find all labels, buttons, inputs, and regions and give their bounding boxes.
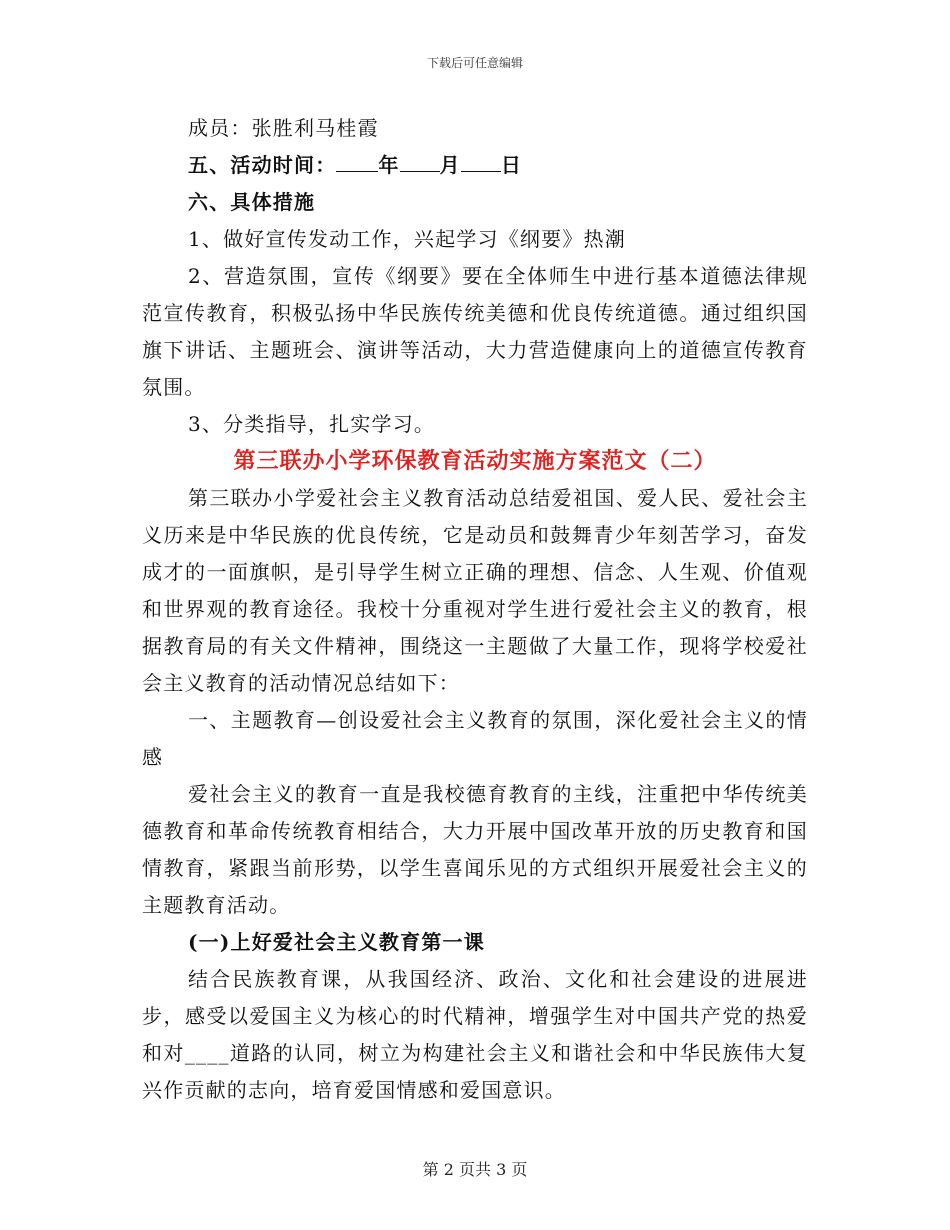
paragraph-intro: 第三联办小学爱社会主义教育活动总结爱祖国、爱人民、爱社会主义历来是中华民族的优良传统，它是动员和鼓舞青少年刻苦学习，奋发成才的一面旗帜，是引导学生树立正确的理想、信念、人生观、价值观和世界观的教育途径。我校十分重视对学生进行爱社会主义的教育，根据教育局的有关文件精神，围绕这一主题做了大量工作，现将学校爱社会主义教育的活动情况总结如下： (142, 486, 808, 695)
activity-time-line (142, 147, 808, 184)
paragraph-2: 爱社会主义的教育一直是我校德育教育的主线，注重把中华传统美德教育和革命传统教育相结合，大力开展中国改革开放的历史教育和国情教育，紧跟当前形势，以学生喜闻乐见的方式组织开展爱社会主义的主题教育活动。 (142, 782, 808, 917)
section-heading-1: 一、主题教育—创设爱社会主义教育的氛围，深化爱社会主义的情感 (142, 708, 808, 769)
month-blank (400, 149, 440, 172)
members-line: 成员：张胜利马桂霞 (188, 116, 379, 140)
page-header: 下载后可任意编辑 (426, 56, 523, 70)
month-label: 月 (439, 153, 461, 177)
section-heading-measures: 六、具体措施 (188, 190, 316, 214)
measure-item-1: 1、做好宣传发动工作，兴起学习《纲要》热潮 (188, 227, 626, 251)
day-label: 日 (500, 153, 523, 177)
paragraph-3-part-b: 道路的认同，树立为构建社会主义和谐社会和中华民族伟大复兴作贡献的志向，培育爱国情感和爱国意识。 (142, 1041, 808, 1102)
year-blank (336, 149, 378, 172)
measure-item-2: 2、营造氛围，宣传《纲要》要在全体师生中进行基本道德法律规范宣传教育，积极弘扬中华民族传统美德和优良传统道德。通过组织国旗下讲话、主题班会、演讲等活动，大力营造健康向上的道德宣传教育氛围。 (142, 264, 808, 399)
day-blank (461, 149, 501, 172)
page-footer: 第 2 页共 3 页 (422, 1160, 528, 1179)
year-label: 年 (378, 153, 400, 177)
activity-time-label: 五、活动时间： (188, 153, 337, 177)
paragraph-3-part-a: 结合民族教育课，从我国经济、政治、文化和社会建设的进展进步，感受以爱国主义为核心的时代精神，增强学生对中国共产党的热爱和对 (142, 967, 808, 1065)
document-body (142, 110, 808, 1109)
paragraph-3 (142, 961, 808, 1109)
document-title: 第三联办小学环保教育活动实施方案范文（二） (233, 448, 717, 474)
inline-blank: ____ (184, 1041, 230, 1065)
measure-item-3: 3、分类指导，扎实学习。 (188, 412, 436, 436)
subsection-heading-1: (一)上好爱社会主义教育第一课 (188, 930, 485, 954)
